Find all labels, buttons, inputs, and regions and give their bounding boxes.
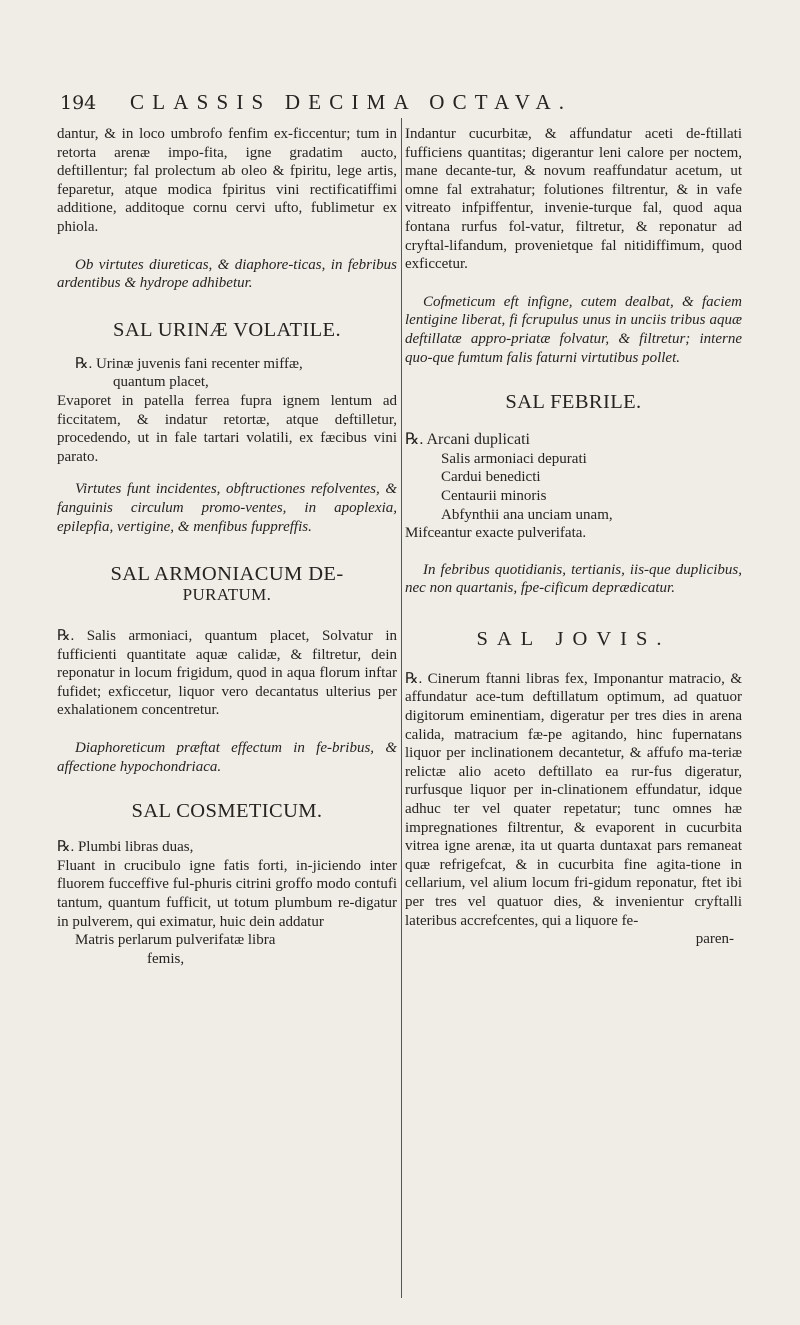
recipe-line: ℞. Plumbi libras duas,	[57, 839, 194, 856]
paragraph-continued: Indantur cucurbitæ, & affundatur aceti de-ftillati fufficiens quantitas; digerantur leni calore per noctem, mane decante-tur, & novum reaffundatur acetum, ut omne fal extrahatur; folutiones filtrentur, & in vafe vitreato infpiffentur, invenie-turque fal, quod aqua fontana rurfus fol-vatur, filtretur, & reponatur ad cryftal-lifandum, provenietque fal nitidiffimum, quod exficcetur.	[405, 126, 742, 273]
section-heading-sal-urinae: SAL URINÆ VOLATILE.	[113, 318, 341, 341]
recipe-instructions: Mifceantur exacte pulverifata.	[405, 525, 587, 542]
recipe-line: ℞. Urinæ juvenis fani recenter miffæ,	[75, 355, 303, 372]
left-column	[57, 125, 397, 968]
recipe-ingredient: Salis armoniaci depurati	[441, 450, 587, 467]
virtues-note: In febribus quotidianis, tertianis, iis-que duplicibus, nec non quartanis, fpe-cificum deprædicatur.	[405, 561, 742, 597]
recipe-instructions: ℞. Cinerum ftanni libras fex, Imponantur matracio, & affundatur ace-tum deftillatum optimum, ad quatuor digitorum eminentiam, digeratur per tres dies in arena calida, matracium fæ-pe agitando, hinc fupernatans liquor per inclinationem decantetur, & affufo ma-teriæ relictæ alio aceto deftillato ea rur-fus digeratur, rurfusque liquor per in-clinationem effundatur, idque adhuc ter vel quater repetatur; tunc omnes hæ impregnationes filtrentur, & evaporent in cucurbita vitrea igne arenæ, ita ut quarta duntaxat pars remaneat quæ refrigefcat, & in cucurbita fine agita-tione in cellarium, vel alium locum fri-gidum reponatur, ftet ibi per tres vel quatuor dies, & invenientur cryftalli lateribus accrefcentes, qui a liquore fe-	[405, 670, 742, 929]
virtues-note: Ob virtutes diureticas, & diaphore-ticas, in febribus ardentibus & hydrope adhibetur.	[57, 256, 397, 292]
running-title: CLASSIS DECIMA OCTAVA.	[130, 90, 573, 114]
recipe-quantity: quantum placet,	[113, 374, 209, 391]
page-header	[60, 88, 710, 118]
section-heading-sal-armoniacum-cont: PURATUM.	[182, 585, 272, 605]
virtues-note: Cofmeticum eft infigne, cutem dealbat, & faciem lentigine liberat, fi fcrupulus unus in unciis tribus aquæ deftillatæ appro-priatæ folvatur, & filtretur; interne quo-que fumtum falis faturni virtutibus pollet.	[405, 293, 742, 366]
paragraph-continued: dantur, & in loco umbrofo fenfim ex-ficcentur; tum in retorta arenæ impo-fita, igne gradatim aucto, deftillentur; fal prolectum ab oleo & fpiritu, lege artis, feparetur, atque modica fpiritus vini rectificatiffimi additione, additoque cornu cervi ufto, fublimetur ex phiola.	[57, 126, 397, 235]
catchword: paren-	[695, 931, 734, 948]
recipe-ingredient: Abfynthii ana unciam unam,	[441, 506, 613, 523]
section-heading-sal-febrile: SAL FEBRILE.	[505, 391, 642, 414]
section-heading-sal-armoniacum: SAL ARMONIACUM DE-	[110, 563, 344, 586]
recipe-instructions: ℞. Salis armoniaci, quantum placet, Solvatur in fufficienti quantitate aquæ calidæ, & filtretur, dein reponatur in locum frigidum, quod in aqua florum inftar fufidet; exficcetur, liquor vero decantatus ulterius per exhalationem concentretur.	[57, 628, 397, 719]
recipe-ingredient-cont: femis,	[147, 950, 185, 967]
recipe-instructions: Fluant in crucibulo igne fatis forti, in-jiciendo inter fluorem fucceffive ful-phuris citrini groffo modo contufi tantum, quantum fufficit, ut totum plumbum re-digatur in pulverem, qui eximatur, huic dein addatur	[57, 857, 397, 930]
recipe-line: ℞. Arcani duplicati	[405, 431, 530, 449]
recipe-ingredient: Matris perlarum pulverifatæ libra	[75, 932, 276, 949]
page-number: 194	[60, 92, 97, 114]
section-heading-sal-jovis: SAL JOVIS.	[476, 627, 671, 650]
recipe-ingredient: Centaurii minoris	[441, 487, 547, 504]
column-divider	[401, 118, 402, 1298]
recipe-instructions: Evaporet in patella ferrea fupra ignem lentum ad ficcitatem, & indatur retortæ, atque deftilletur, procedendo, ut in fale tartari volatili, ex fæcibus vini parato.	[57, 392, 397, 465]
virtues-note: Diaphoreticum præftat effectum in fe-bribus, & affectione hypochondriaca.	[57, 740, 397, 775]
section-heading-sal-cosmeticum: SAL COSMETICUM.	[131, 800, 323, 823]
virtues-note: Virtutes funt incidentes, obftructiones refolventes, & fanguinis circulum promo-ventes, in apoplexia, epilepfia, vertigine, & menfibus fuppreffis.	[57, 481, 397, 535]
recipe-ingredient: Cardui benedicti	[441, 469, 541, 486]
right-column	[405, 125, 742, 949]
